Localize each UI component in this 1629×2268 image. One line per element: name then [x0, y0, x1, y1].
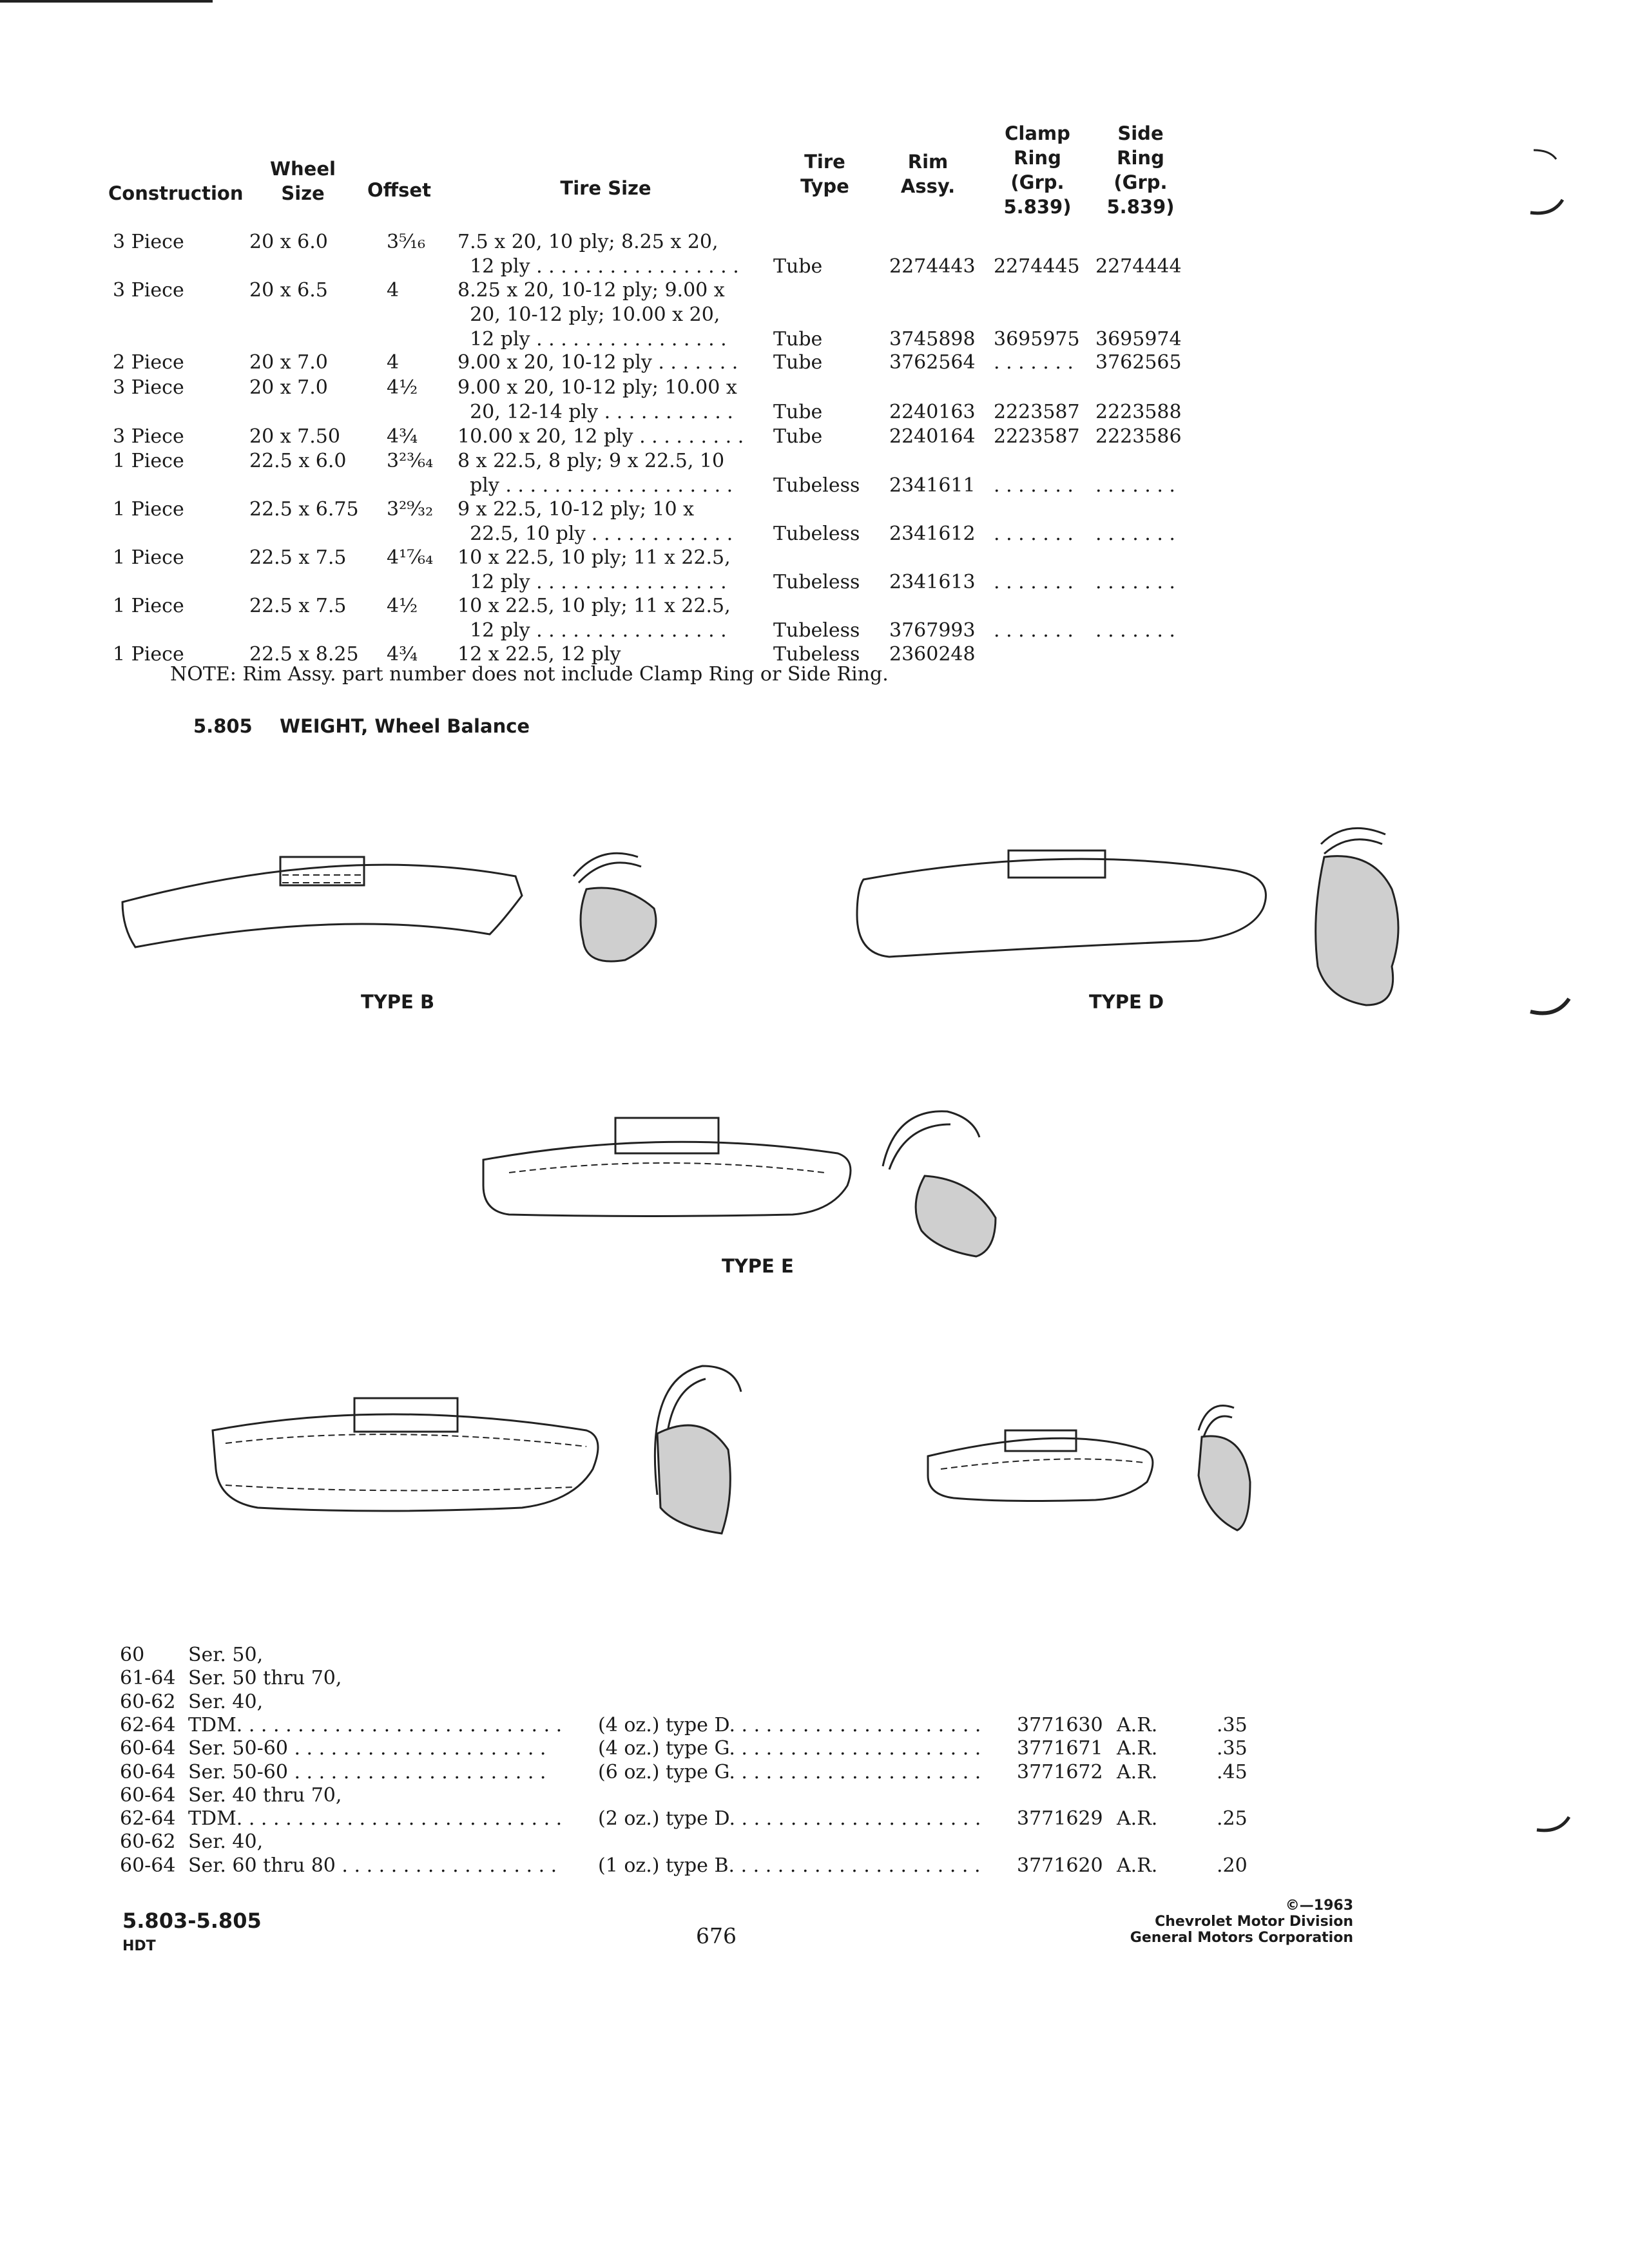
- section-heading: [193, 715, 530, 737]
- row-rim-assy: 2341613: [889, 571, 976, 593]
- row-construction: 3 Piece: [113, 425, 184, 448]
- row-clamp-ring: 3695975: [994, 328, 1080, 351]
- parts-unit: A.R.: [1117, 1714, 1158, 1736]
- row-tire-size: 9.00 x 20, 10-12 ply; 10.00 x 20, 12-14 ply . . . . . . . . . . .: [458, 376, 737, 423]
- footer-series: HDT: [122, 1938, 156, 1954]
- row-clamp-ring: 2274445: [994, 255, 1080, 278]
- row-rim-assy: 3767993: [889, 619, 976, 642]
- row-side-ring: 2274444: [1095, 255, 1182, 278]
- header-rim-assy: Rim Assy.: [900, 151, 956, 197]
- parts-item: (6 oz.) type G. . . . . . . . . . . . . . . . . . . . .: [598, 1761, 981, 1783]
- footer-section-range: 5.803-5.805: [122, 1908, 262, 1933]
- row-construction: 3 Piece: [113, 279, 184, 302]
- row-rim-assy: 2360248: [889, 643, 976, 666]
- row-clamp-ring: . . . . . . .: [994, 619, 1074, 642]
- row-wheel-size: 22.5 x 7.5: [249, 546, 347, 569]
- header-wheel-size: Wheel Size: [270, 158, 336, 204]
- row-wheel-size: 22.5 x 8.25: [249, 643, 359, 666]
- parts-description: TDM. . . . . . . . . . . . . . . . . . . . . . . . . . .: [188, 1714, 563, 1736]
- row-clamp-ring: 2223587: [994, 425, 1080, 448]
- binding-mark-2: [1527, 986, 1572, 1037]
- row-construction: 1 Piece: [113, 546, 184, 569]
- row-tire-type: Tube: [773, 351, 823, 374]
- row-offset: 4: [387, 279, 400, 302]
- parts-description: Ser. 40 thru 70,: [188, 1784, 342, 1807]
- row-rim-assy: 2240164: [889, 425, 976, 448]
- parts-price: .20: [1217, 1854, 1248, 1877]
- row-tire-size: 10.00 x 20, 12 ply . . . . . . . . .: [458, 425, 744, 448]
- parts-year: 62-64: [120, 1714, 176, 1736]
- section-title: WEIGHT, Wheel Balance: [279, 715, 530, 737]
- row-tire-size: 8.25 x 20, 10-12 ply; 9.00 x 20, 10-12 ply; 10.00 x 20, 12 ply . . . . . . . . . . . . . . . .: [458, 279, 727, 351]
- row-wheel-size: 22.5 x 7.5: [249, 595, 347, 617]
- row-rim-assy: 2240163: [889, 401, 976, 423]
- row-offset: 4½: [387, 595, 418, 617]
- row-construction: 2 Piece: [113, 351, 184, 374]
- parts-description: TDM. . . . . . . . . . . . . . . . . . . . . . . . . . .: [188, 1807, 563, 1830]
- row-rim-assy: 2341612: [889, 523, 976, 545]
- parts-item: (1 oz.) type B. . . . . . . . . . . . . . . . . . . . .: [598, 1854, 981, 1877]
- parts-price: .45: [1217, 1761, 1248, 1783]
- row-construction: 1 Piece: [113, 595, 184, 617]
- top-rule: [0, 0, 213, 3]
- parts-number: 3771630: [1017, 1714, 1103, 1736]
- row-offset: 4¾: [387, 643, 418, 666]
- row-tire-size: 12 x 22.5, 12 ply: [458, 643, 621, 666]
- parts-description: Ser. 50 thru 70,: [188, 1667, 342, 1689]
- parts-description: Ser. 50,: [188, 1644, 264, 1666]
- row-construction: 3 Piece: [113, 231, 184, 253]
- header-clamp-ring: Clamp Ring (Grp. 5.839): [1003, 122, 1072, 218]
- row-offset: 3²⁹⁄₃₂: [387, 498, 434, 521]
- row-clamp-ring: 2223587: [994, 401, 1080, 423]
- row-offset: 4¾: [387, 425, 418, 448]
- row-tire-size: 10 x 22.5, 10 ply; 11 x 22.5, 12 ply . . . . . . . . . . . . . . . .: [458, 595, 731, 642]
- page-number: 676: [696, 1923, 737, 1948]
- parts-price: .35: [1217, 1714, 1248, 1736]
- row-tire-type: Tube: [773, 401, 823, 423]
- footer-copyright: ©—1963: [1285, 1898, 1353, 1914]
- parts-unit: A.R.: [1117, 1854, 1158, 1877]
- row-tire-type: Tubeless: [773, 523, 860, 545]
- row-tire-size: 7.5 x 20, 10 ply; 8.25 x 20, 12 ply . . . . . . . . . . . . . . . . .: [458, 231, 739, 278]
- parts-year: 61-64: [120, 1667, 176, 1689]
- parts-item: (4 oz.) type G. . . . . . . . . . . . . . . . . . . . .: [598, 1737, 981, 1760]
- type-g-weight-illustration-small: [915, 1385, 1302, 1553]
- parts-number: 3771629: [1017, 1807, 1103, 1830]
- footer-corporation: General Motors Corporation: [1130, 1930, 1353, 1946]
- header-tire-type: Tire Type: [800, 151, 849, 197]
- row-wheel-size: 20 x 7.50: [249, 425, 340, 448]
- parts-unit: A.R.: [1117, 1737, 1158, 1760]
- row-wheel-size: 20 x 7.0: [249, 376, 328, 399]
- row-wheel-size: 22.5 x 6.75: [249, 498, 359, 521]
- parts-year: 60-62: [120, 1831, 176, 1853]
- row-rim-assy: 3745898: [889, 328, 976, 351]
- parts-year: 60-64: [120, 1761, 176, 1783]
- row-construction: 3 Piece: [113, 376, 184, 399]
- type-d-label: TYPE D: [1089, 991, 1164, 1013]
- parts-description: Ser. 40,: [188, 1691, 264, 1713]
- row-clamp-ring: . . . . . . .: [994, 351, 1074, 374]
- row-tire-size: 8 x 22.5, 8 ply; 9 x 22.5, 10 ply . . . . . . . . . . . . . . . . . . .: [458, 450, 733, 497]
- row-side-ring: 3695974: [1095, 328, 1182, 351]
- type-g-weight-illustration-large: [200, 1340, 767, 1553]
- header-side-ring: Side Ring (Grp. 5.839): [1106, 122, 1175, 218]
- row-offset: 4¹⁷⁄₆₄: [387, 546, 434, 569]
- row-clamp-ring: . . . . . . .: [994, 523, 1074, 545]
- row-side-ring: . . . . . . .: [1095, 619, 1175, 642]
- row-side-ring: 3762565: [1095, 351, 1182, 374]
- row-construction: 1 Piece: [113, 498, 184, 521]
- row-offset: 4: [387, 351, 400, 374]
- binding-mark-3: [1534, 1804, 1572, 1856]
- section-number: 5.805: [193, 715, 253, 737]
- row-tire-size: 10 x 22.5, 10 ply; 11 x 22.5, 12 ply . . . . . . . . . . . . . . . .: [458, 546, 731, 593]
- parts-year: 60: [120, 1644, 145, 1666]
- row-offset: 3²³⁄₆₄: [387, 450, 434, 472]
- header-offset: Offset: [367, 179, 431, 201]
- parts-number: 3771620: [1017, 1854, 1103, 1877]
- type-e-weight-illustration: [470, 1082, 1050, 1269]
- row-construction: 1 Piece: [113, 450, 184, 472]
- row-tire-type: Tubeless: [773, 643, 860, 666]
- row-tire-type: Tube: [773, 255, 823, 278]
- row-offset: 3⁵⁄₁₆: [387, 231, 426, 253]
- row-wheel-size: 20 x 6.0: [249, 231, 328, 253]
- row-tire-type: Tube: [773, 425, 823, 448]
- row-offset: 4½: [387, 376, 418, 399]
- binding-mark-1: [1527, 145, 1566, 222]
- type-b-weight-illustration: [110, 818, 689, 986]
- row-construction: 1 Piece: [113, 643, 184, 666]
- parts-unit: A.R.: [1117, 1761, 1158, 1783]
- row-wheel-size: 20 x 7.0: [249, 351, 328, 374]
- row-side-ring: 2223586: [1095, 425, 1182, 448]
- parts-year: 60-64: [120, 1854, 176, 1877]
- parts-price: .35: [1217, 1737, 1248, 1760]
- parts-price: .25: [1217, 1807, 1248, 1830]
- parts-item: (4 oz.) type D. . . . . . . . . . . . . . . . . . . . .: [598, 1714, 981, 1736]
- parts-year: 62-64: [120, 1807, 176, 1830]
- header-construction: Construction: [108, 182, 244, 204]
- parts-unit: A.R.: [1117, 1807, 1158, 1830]
- parts-description: Ser. 60 thru 80 . . . . . . . . . . . . . . . . . .: [188, 1854, 557, 1877]
- parts-item: (2 oz.) type D. . . . . . . . . . . . . . . . . . . . .: [598, 1807, 981, 1830]
- row-rim-assy: 3762564: [889, 351, 976, 374]
- row-rim-assy: 2341611: [889, 474, 976, 497]
- row-tire-type: Tubeless: [773, 474, 860, 497]
- parts-description: Ser. 50-60 . . . . . . . . . . . . . . . . . . . . .: [188, 1737, 546, 1760]
- row-tire-type: Tubeless: [773, 619, 860, 642]
- footer-division: Chevrolet Motor Division: [1155, 1914, 1353, 1930]
- row-tire-type: Tube: [773, 328, 823, 351]
- parts-description: Ser. 50-60 . . . . . . . . . . . . . . . . . . . . .: [188, 1761, 546, 1783]
- row-side-ring: . . . . . . .: [1095, 474, 1175, 497]
- row-side-ring: . . . . . . .: [1095, 523, 1175, 545]
- row-wheel-size: 20 x 6.5: [249, 279, 328, 302]
- row-side-ring: 2223588: [1095, 401, 1182, 423]
- type-b-label: TYPE B: [361, 991, 435, 1013]
- type-e-label: TYPE E: [722, 1255, 794, 1277]
- table-note: NOTE: Rim Assy. part number does not include Clamp Ring or Side Ring.: [170, 663, 889, 686]
- row-tire-size: 9.00 x 20, 10-12 ply . . . . . . .: [458, 351, 738, 374]
- row-rim-assy: 2274443: [889, 255, 976, 278]
- header-tire-size: Tire Size: [560, 177, 651, 199]
- parts-year: 60-64: [120, 1737, 176, 1760]
- row-clamp-ring: . . . . . . .: [994, 474, 1074, 497]
- row-side-ring: . . . . . . .: [1095, 571, 1175, 593]
- parts-description: Ser. 40,: [188, 1831, 264, 1853]
- row-clamp-ring: . . . . . . .: [994, 571, 1074, 593]
- parts-number: 3771672: [1017, 1761, 1103, 1783]
- row-wheel-size: 22.5 x 6.0: [249, 450, 347, 472]
- parts-number: 3771671: [1017, 1737, 1103, 1760]
- parts-year: 60-62: [120, 1691, 176, 1713]
- parts-year: 60-64: [120, 1784, 176, 1807]
- row-tire-type: Tubeless: [773, 571, 860, 593]
- row-tire-size: 9 x 22.5, 10-12 ply; 10 x 22.5, 10 ply . . . . . . . . . . . .: [458, 498, 733, 545]
